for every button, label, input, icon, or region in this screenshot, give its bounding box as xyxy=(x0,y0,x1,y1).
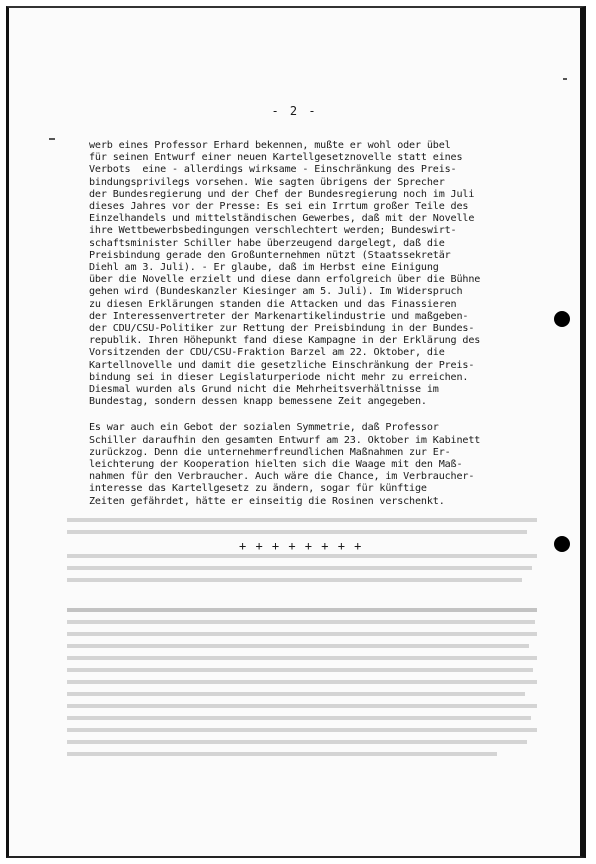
text-line: Diehl am 3. Juli). - Er glaube, daß im Herbst eine Einigung xyxy=(89,262,439,274)
text-line: für seinen Entwurf einer neuen Kartellgesetznovelle statt eines xyxy=(89,152,463,164)
text-line: dieses Jahres vor der Presse: Es sei ein Irrtum großer Teile des xyxy=(89,201,469,213)
section-separator: + + + + + + + + xyxy=(239,539,363,553)
text-line: Einzelhandels und mittelständischen Gewerbes, daß mit der Novelle xyxy=(89,213,475,225)
text-line: Bundestag, sondern dessen knapp bemessene Zeit angegeben. xyxy=(89,396,427,408)
text-line: der Interessenvertreter der Markenartikelindustrie und maßgeben- xyxy=(89,310,469,322)
text-line: Kartellnovelle und damit die gesetzliche Einschränkung der Preis- xyxy=(89,359,475,371)
text-line: leichterung der Kooperation hielten sich die Waage mit den Maß- xyxy=(89,459,463,471)
text-line: bindung sei in dieser Legislaturperiode nicht mehr zu erreichen. xyxy=(89,371,469,383)
text-line: der CDU/CSU-Politiker zur Rettung der Preisbindung in der Bundes- xyxy=(89,323,475,335)
text-line: ihre Wettbewerbsbedingungen verschlechtert werden; Bundeswirt- xyxy=(89,225,457,237)
body-text xyxy=(89,140,559,508)
text-line: schaftsminister Schiller habe überzeugend dargelegt, daß die xyxy=(89,237,445,249)
text-line: der Bundesregierung und der Chef der Bundesregierung noch im Juli xyxy=(89,188,475,200)
document-page xyxy=(6,6,586,858)
text-line: Verbots eine - allerdings wirksame - Einschränkung des Preis- xyxy=(89,164,457,176)
text-line: zurückzog. Denn die unternehmerfreundlichen Maßnahmen zur Er- xyxy=(89,446,451,458)
punch-hole xyxy=(554,536,570,552)
scan-mark xyxy=(563,78,567,80)
text-line: gehen wird (Bundeskanzler Kiesinger am 5. Juli). Im Widerspruch xyxy=(89,286,463,298)
paragraph-2 xyxy=(89,422,559,507)
text-line: Zeiten gefährdet, hätte er einseitig die Rosinen verschenkt. xyxy=(89,495,445,507)
text-line: über die Novelle erzielt und diese dann erfolgreich über die Bühne xyxy=(89,274,481,286)
text-line: bindungsprivilegs vorsehen. Wie sagten übrigens der Sprecher xyxy=(89,176,445,188)
text-line: Schiller daraufhin den gesamten Entwurf am 23. Oktober im Kabinett xyxy=(89,434,481,446)
text-line: nahmen für den Verbraucher. Auch wäre die Chance, im Verbraucher- xyxy=(89,471,475,483)
text-line: republik. Ihren Höhepunkt fand diese Kampagne in der Erklärung des xyxy=(89,335,481,347)
text-line: Preisbindung gerade den Großunternehmen nützt (Staatssekretär xyxy=(89,249,451,261)
scan-mark xyxy=(49,138,55,140)
text-line: interesse das Kartellgesetz zu ändern, sogar für künftige xyxy=(89,483,427,495)
text-line: Es war auch ein Gebot der sozialen Symmetrie, daß Professor xyxy=(89,422,439,434)
text-line: Diesmal wurden als Grund nicht die Mehrheitsverhältnisse im xyxy=(89,384,439,396)
text-line: zu diesen Erklärungen standen die Attacken und das Finassieren xyxy=(89,298,457,310)
punch-hole xyxy=(554,311,570,327)
text-line: werb eines Professor Erhard bekennen, mußte er wohl oder übel xyxy=(89,140,451,151)
paragraph-1 xyxy=(89,140,559,408)
page-number: - 2 - xyxy=(271,104,318,118)
text-line: Vorsitzenden der CDU/CSU-Fraktion Barzel am 22. Oktober, die xyxy=(89,347,445,359)
